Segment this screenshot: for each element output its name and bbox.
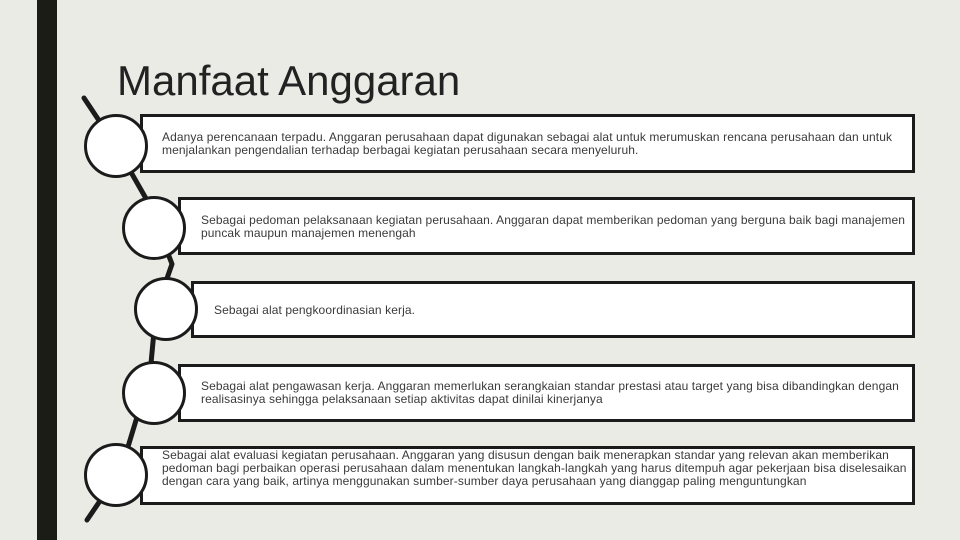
list-item-text: Sebagai alat pengawasan kerja. Anggaran memerlukan serangkaian standar prestasi atau target yang bisa dibandingkan dengan realisasinya sehingga pelaksanaan setiap aktivitas dapat dinilai kinerjanya	[201, 379, 899, 406]
list-item-circle	[134, 277, 198, 341]
list-item-circle	[122, 361, 186, 425]
list-item-text: Sebagai alat evaluasi kegiatan perusahaan. Anggaran yang disusun dengan baik menerapkan standar yang relevan akan memberikan pedoman bagi perbaikan operasi perusahaan dalam menentukan langkah-langkah yang harus ditempuh agar pekerjaan bisa diselesaikan dengan cara yang baik, artinya menggunakan sumber-sumber daya perusahaan yang dianggap paling menguntungkan	[162, 448, 907, 488]
list-item-circle	[84, 114, 148, 178]
list-item-text: Adanya perencanaan terpadu. Anggaran perusahaan dapat digunakan sebagai alat untuk merumuskan rencana perusahaan dan untuk menjalankan pengendalian terhadap berbagai kegiatan perusahaan secara menyeluruh.	[162, 130, 893, 157]
list-item-text: Sebagai pedoman pelaksanaan kegiatan perusahaan. Anggaran dapat memberikan pedoman yang berguna baik bagi manajemen puncak maupun manajemen menengah	[201, 213, 906, 240]
slide-title: Manfaat Anggaran	[117, 57, 461, 104]
list-item-circle	[84, 443, 148, 507]
list-item-circle	[122, 196, 186, 260]
list-item-text: Sebagai alat pengkoordinasian kerja.	[214, 303, 416, 317]
